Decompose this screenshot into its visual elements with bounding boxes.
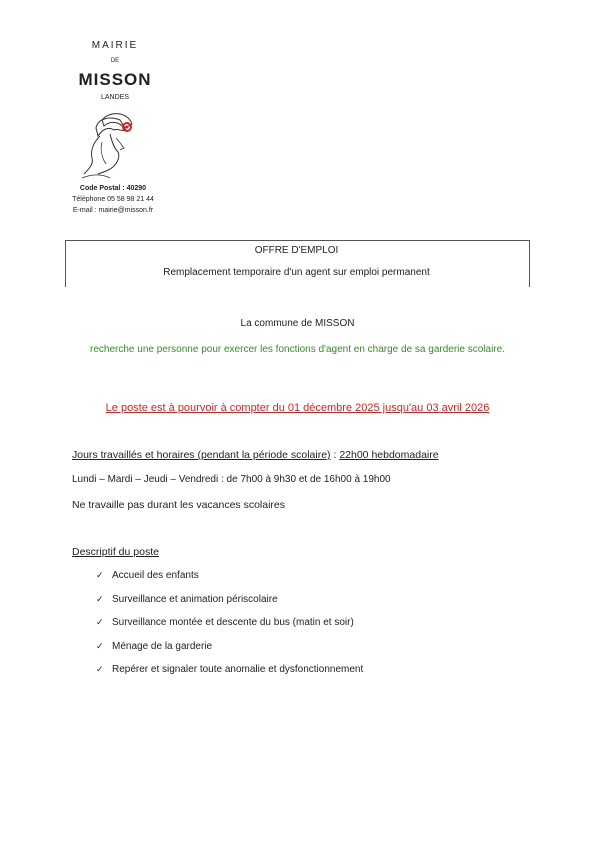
working-days: Lundi – Mardi – Jeudi – Vendredi : de 7h00 à 9h30 et de 16h00 à 19h00 <box>72 474 391 485</box>
email-address: E-mail : mairie@misson.fr <box>72 207 154 214</box>
task-label: Ménage de la garderie <box>112 640 213 652</box>
hours-separator: : <box>330 449 340 461</box>
check-icon: ✓ <box>96 570 104 580</box>
list-item <box>96 617 363 641</box>
start-date-notice: Le poste est à pourvoir à compter du 01 décembre 2025 jusqu'au 03 avril 2026 <box>105 402 490 414</box>
list-item <box>96 641 363 665</box>
offer-title: OFFRE D'EMPLOI <box>254 245 339 256</box>
vacations-note: Ne travaille pas durant les vacances scolaires <box>72 499 286 511</box>
department-name: LANDES <box>100 94 129 101</box>
check-icon: ✓ <box>96 664 104 674</box>
task-list <box>96 570 363 688</box>
task-label: Surveillance et animation périscolaire <box>112 593 278 605</box>
list-item <box>96 664 363 688</box>
check-icon: ✓ <box>96 617 104 627</box>
intro-commune: La commune de MISSON <box>240 318 355 329</box>
header-de: DE <box>110 58 120 64</box>
hours-label: Jours travaillés et horaires (pendant la période scolaire) <box>72 449 331 461</box>
task-label: Accueil des enfants <box>112 570 199 581</box>
task-label: Surveillance montée et descente du bus (matin et soir) <box>112 617 354 628</box>
phone-number: Téléphone 05 58 98 21 44 <box>72 196 154 203</box>
check-icon: ✓ <box>96 640 104 651</box>
intro-recruiting: recherche une personne pour exercer les fonctions d'agent en charge de sa garderie scolaire. <box>90 344 505 355</box>
offer-subtitle: Remplacement temporaire d'un agent sur emploi permanent <box>163 267 430 278</box>
town-name: MISSON <box>78 70 152 89</box>
marianne-logo-icon <box>80 108 142 180</box>
task-label: Repérer et signaler toute anomalie et dysfonctionnement <box>112 664 364 675</box>
check-icon: ✓ <box>96 593 104 604</box>
contact-block <box>58 183 168 216</box>
list-item <box>96 570 363 594</box>
header-mairie: MAIRIE <box>91 40 139 51</box>
hours-value: 22h00 hebdomadaire <box>339 449 439 461</box>
hours-line <box>72 449 439 461</box>
list-item <box>96 594 363 618</box>
description-title: Descriptif du poste <box>72 546 159 558</box>
postal-code: Code Postal : 40290 <box>79 185 147 192</box>
